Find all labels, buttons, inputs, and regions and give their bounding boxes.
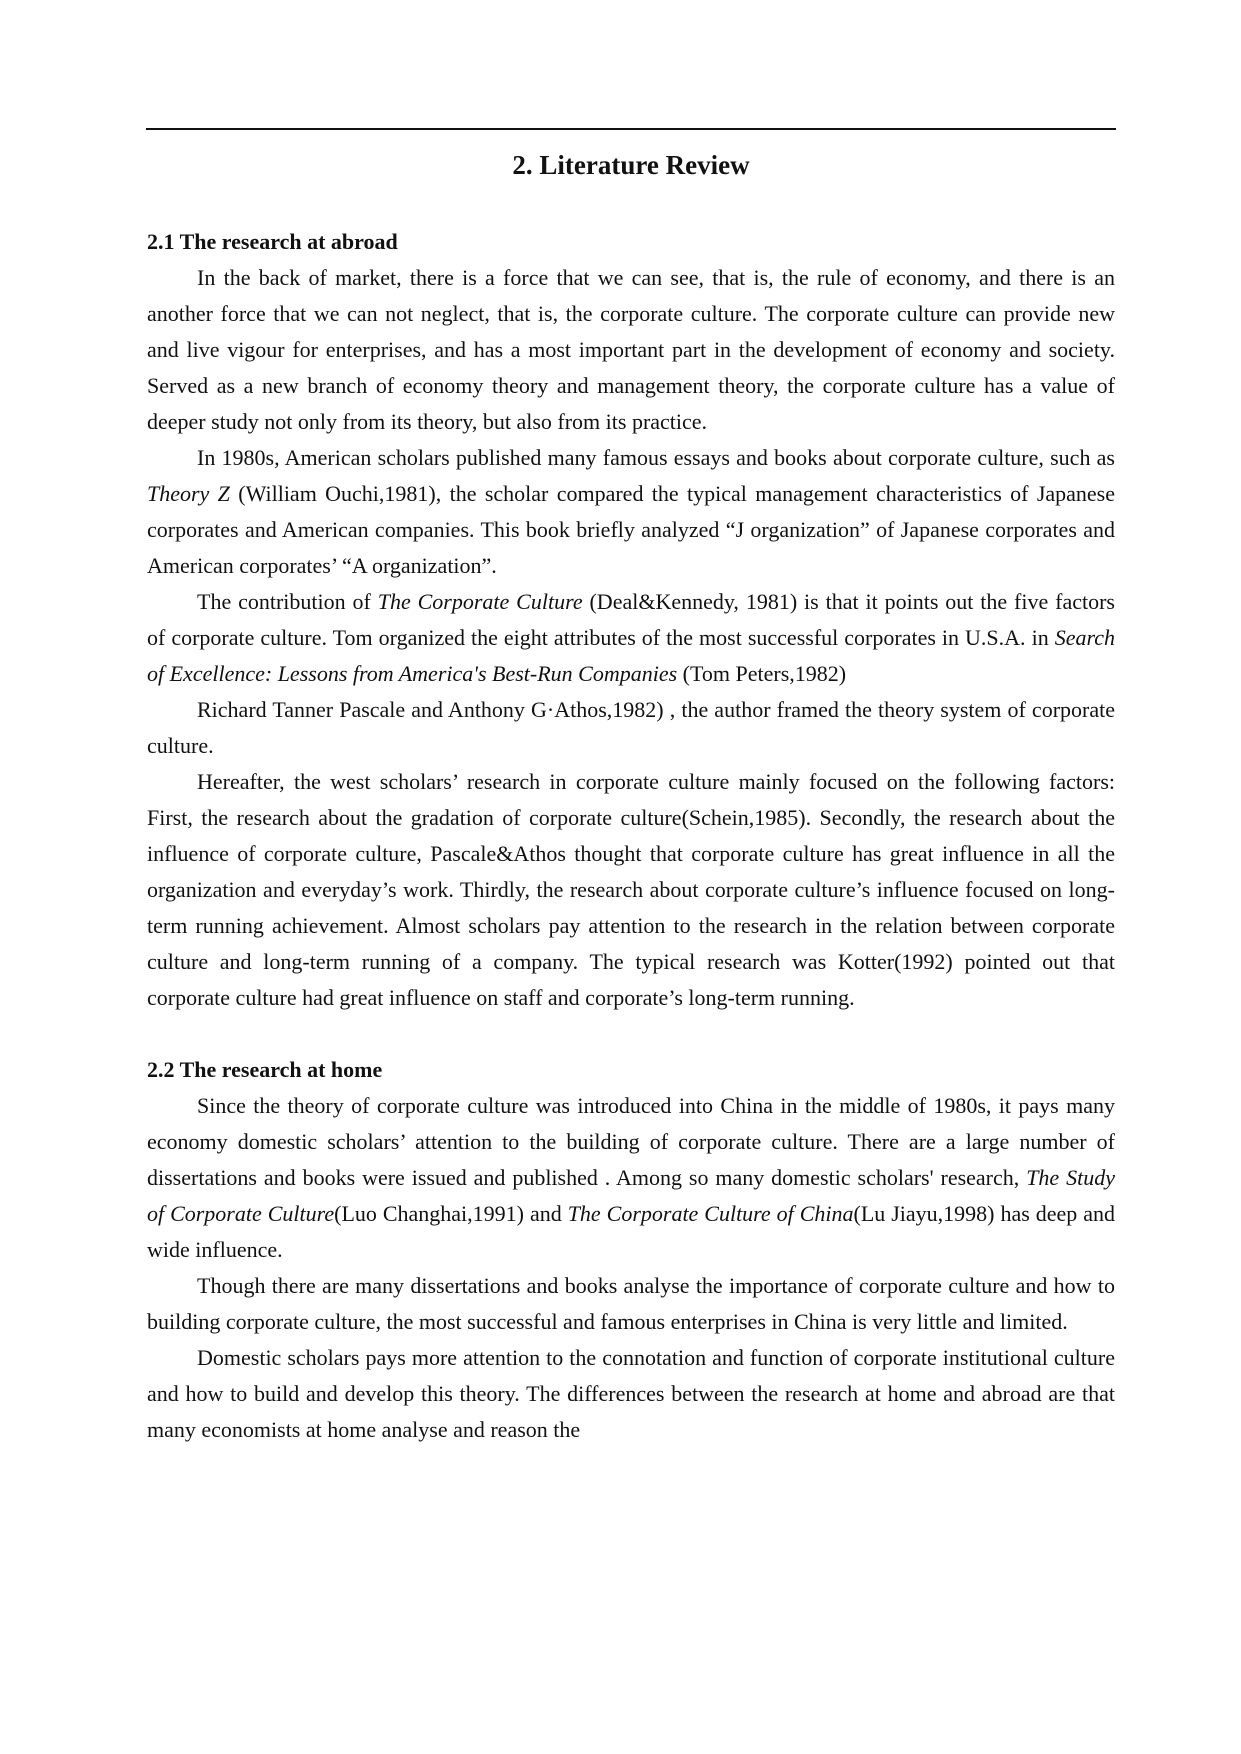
chapter-title: 2. Literature Review	[512, 150, 750, 180]
italic-title-run: The Corporate Culture	[377, 589, 583, 614]
italic-title-run: Search of Excellence: Lessons from America's Best-Run Companies	[147, 625, 1115, 686]
text-run: In the back of market, there is a force that we can see, that is, the rule of economy, and there is an another force that we can not neglect, that is, the corporate culture. The corporate culture can provide new and live vigour for enterprises, and has a most important part in the development of economy and society. Served as a new branch of economy theory and management theory, the corporate culture has a value of deeper study not only from its theory, but also from its practice.	[147, 265, 1115, 434]
paragraph	[147, 260, 1115, 440]
text-run: In 1980s, American scholars published many famous essays and books about corporate culture, such as	[197, 445, 1115, 470]
section-heading: 2.2 The research at home	[147, 1057, 383, 1082]
paragraph	[147, 1088, 1115, 1268]
header-rule	[146, 128, 1116, 130]
text-run: Domestic scholars pays more attention to the connotation and function of corporate institutional culture and how to build and develop this theory. The differences between the research at home and abroad are that many economists at home analyse and reason the	[147, 1345, 1115, 1442]
text-run: (Tom Peters,1982)	[677, 661, 847, 686]
text-run: Since the theory of corporate culture was introduced into China in the middle of 1980s, it pays many economy domestic scholars’ attention to the building of corporate culture. There are a large number of dissertations and books were issued and published . Among so many domestic scholars' research,	[147, 1093, 1115, 1190]
paragraph	[147, 1268, 1115, 1340]
paragraph	[147, 764, 1115, 1016]
section-heading: 2.1 The research at abroad	[147, 229, 398, 254]
paragraph	[147, 440, 1115, 584]
text-run: Richard Tanner Pascale and Anthony G·Athos,1982) , the author framed the theory system of corporate culture.	[147, 697, 1115, 758]
text-run: (William Ouchi,1981), the scholar compared the typical management characteristics of Japanese corporates and American companies. This book briefly analyzed “J organization” of Japanese corporates and American corporates’ “A organization”.	[147, 481, 1115, 578]
text-run: Hereafter, the west scholars’ research in corporate culture mainly focused on the following factors: First, the research about the gradation of corporate culture(Schein,1985). Secondly, the research about the influence of corporate culture, Pascale&Athos thought that corporate culture has great influence in all the organization and everyday’s work. Thirdly, the research about corporate culture’s influence focused on long-term running achievement. Almost scholars pay attention to the research in the relation between corporate culture and long-term running of a company. The typical research was Kotter(1992) pointed out that corporate culture had great influence on staff and corporate’s long-term running.	[147, 769, 1115, 1010]
text-run: (Lu Jiayu,1998) has deep and wide influence.	[147, 1201, 1116, 1262]
italic-title-run: The Corporate Culture of China	[567, 1201, 854, 1226]
text-run: The contribution of	[197, 589, 378, 614]
body-content	[147, 224, 1115, 1448]
text-run: (Luo Changhai,1991) and	[334, 1201, 568, 1226]
text-run: Though there are many dissertations and books analyse the importance of corporate culture and how to building corporate culture, the most successful and famous enterprises in China is very little and limited.	[147, 1273, 1115, 1334]
paragraph	[147, 584, 1115, 692]
section-research-home	[147, 1052, 1115, 1448]
italic-title-run: The Study of Corporate Culture	[147, 1165, 1115, 1226]
section-research-abroad	[147, 224, 1115, 1016]
italic-title-run: Theory Z	[147, 481, 230, 506]
paragraph	[147, 1340, 1115, 1448]
text-run: (Deal&Kennedy, 1981) is that it points out the five factors of corporate culture. Tom organized the eight attributes of the most successful corporates in U.S.A. in	[147, 589, 1115, 650]
paragraph	[147, 692, 1115, 764]
